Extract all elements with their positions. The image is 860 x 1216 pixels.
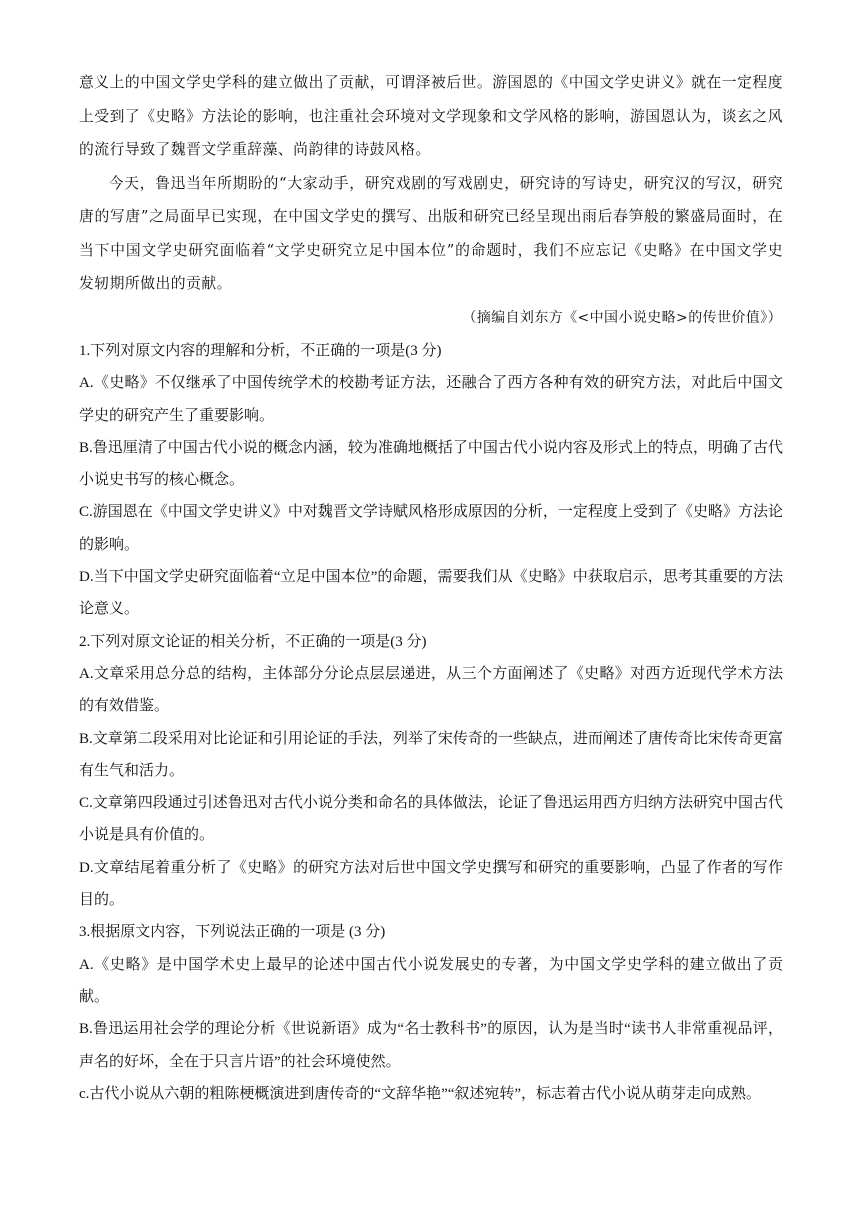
option-a: A.《史略》是中国学术史上最早的论述中国古代小说发展史的专著，为中国文学史学科的建立做出了贡献。 xyxy=(79,956,783,1005)
option-a: A.《史略》不仅继承了中国传统学术的校勘考证方法，还融合了西方各种有效的研究方法，对此后中国文学史的研究产生了重要影响。 xyxy=(79,375,783,424)
passage-paragraph-1: 意义上的中国文学史学科的建立做出了贡献，可谓泽被后世。游国恩的《中国文学史讲义》就在一定程度上受到了《史略》方法论的影响，也注重社会环境对文学现象和文学风格的影响，游国恩认为，谈玄之风的流行导致了魏晋文学重辞藻、尚韵律的诗鼓风格。 xyxy=(79,74,783,158)
question-stem: 2.下列对原文论证的相关分析，不正确的一项是(3 分) xyxy=(79,633,427,650)
passage-paragraph-2: 今天，鲁迅当年所期盼的“大家动手，研究戏剧的写戏剧史，研究诗的写诗史，研究汉的写汉，研究唐的写唐”之局面早已实现，在中国文学史的撰写、出版和研究已经呈现出雨后春笋般的繁盛局面时，在当下中国文学史研究面临着“文学史研究立足中国本位”的命题时，我们不应忘记《史略》在中国文学史发轫期所做出的贡献。 xyxy=(79,174,783,292)
question-list xyxy=(79,335,783,1110)
option-a: A.文章采用总分总的结构，主体部分分论点层层递进，从三个方面阐述了《史略》对西方近现代学术方法的有效借鉴。 xyxy=(79,665,783,715)
question-1 xyxy=(79,335,783,626)
option-b: B.文章第二段采用对比论证和引用论证的手法，列举了宋传奇的一些缺点，进而阐述了唐传奇比宋传奇更富有生气和活力。 xyxy=(79,730,783,779)
option-c: c.古代小说从六朝的粗陈梗概演进到唐传奇的“文辞华艳”“叙述宛转”，标志着古代小说从萌芽走向成熟。 xyxy=(79,1085,762,1102)
passage-source-citation: （摘编自刘东方《<中国小说史略>的传世价值》） xyxy=(462,310,782,326)
question-3 xyxy=(79,916,783,1110)
option-b: B.鲁迅运用社会学的理论分析《世说新语》成为“名士教科书”的原因，认为是当时“读书人非常重视品评，声名的好坏，全在于只言片语”的社会环境使然。 xyxy=(79,1021,783,1070)
option-d: D.当下中国文学史研究面临着“立足中国本位”的命题，需要我们从《史略》中获取启示，思考其重要的方法论意义。 xyxy=(79,569,783,618)
question-stem: 1.下列对原文内容的理解和分析，不正确的一项是(3 分) xyxy=(79,343,442,359)
option-c: C.游国恩在《中国文学史讲义》中对魏晋文学诗赋风格形成原因的分析，一定程度上受到了《史略》方法论的影响。 xyxy=(79,504,783,553)
option-b: B.鲁迅厘清了中国古代小说的概念内涵，较为准确地概括了中国古代小说内容及形式上的特点，明确了古代小说史书写的核心概念。 xyxy=(79,439,783,489)
question-2 xyxy=(79,626,783,917)
question-stem: 3.根据原文内容，下列说法正确的一项是 (3 分) xyxy=(79,924,386,941)
option-c: C.文章第四段通过引述鲁迅对古代小说分类和命名的具体做法，论证了鲁迅运用西方归纳方法研究中国古代小说是具有价值的。 xyxy=(79,795,783,844)
reading-passage xyxy=(79,66,783,301)
option-d: D.文章结尾着重分析了《史略》的研究方法对后世中国文学史撰写和研究的重要影响，凸显了作者的写作目的。 xyxy=(79,859,783,909)
